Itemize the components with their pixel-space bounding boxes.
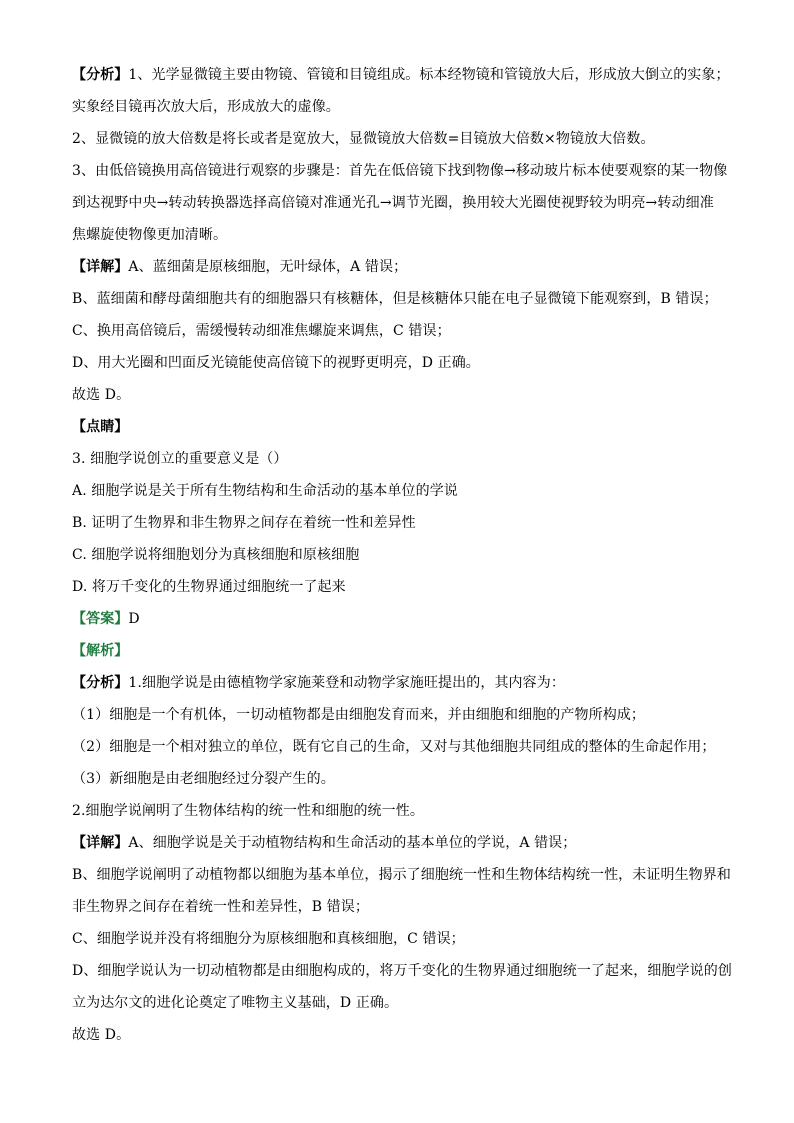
analysis-line-6: 焦螺旋使物像更加清晰。 — [72, 227, 228, 243]
choose-line: 故选 D。 — [72, 387, 131, 403]
option-a: A. 细胞学说是关于所有生物结构和生命活动的基本单位的学说 — [72, 483, 458, 499]
analysis-line-4: 3、由低倍镜换用高倍镜进行观察的步骤是：首先在低倍镜下找到物像→移动玻片标本使要观察的某一物像 — [72, 163, 728, 179]
detail2-line-d2: 立为达尔文的进化论奠定了唯物主义基础，D 正确。 — [72, 995, 399, 1011]
detail-line-b: B、蓝细菌和酵母菌细胞共有的细胞器只有核糖体，但是核糖体只能在电子显微镜下能观察到，B 错误； — [72, 291, 718, 307]
option-d: D. 将万千变化的生物界通过细胞统一了起来 — [72, 579, 346, 595]
analysis2-text: 1.细胞学说是由德植物学家施莱登和动物学家施旺提出的，其内容为： — [128, 675, 565, 691]
detail2-line-b2: 非生物界之间存在着统一性和差异性，B 错误； — [72, 899, 369, 915]
answer-line — [72, 610, 732, 628]
detail-line-d: D、用大光圈和凹面反光镜能使高倍镜下的视野更明亮，D 正确。 — [72, 355, 480, 371]
option-b: B. 证明了生物界和非生物界之间存在着统一性和差异性 — [72, 515, 416, 531]
detail2-line-d1: D、细胞学说认为一切动植物都是由细胞构成的，将万千变化的生物界通过细胞统一了起来，细胞学说的创 — [72, 963, 732, 979]
detail2-line-c: C、细胞学说并没有将细胞分为原核细胞和真核细胞，C 错误； — [72, 931, 465, 947]
theory-item-1: （1）细胞是一个有机体，一切动植物都是由细胞发育而来，并由细胞和细胞的产物所构成； — [72, 707, 646, 723]
analysis-text: 1、光学显微镜主要由物镜、管镜和目镜组成。标本经物镜和管镜放大后，形成放大倒立的实象； — [128, 67, 730, 83]
explanation-label: 【解析】 — [72, 643, 129, 659]
detail-line-a — [72, 258, 732, 276]
detail-text-a: A、蓝细菌是原核细胞，无叶绿体，A 错误； — [128, 259, 408, 275]
choose2-line: 故选 D。 — [72, 1027, 131, 1043]
theory-item-3: （3）新细胞是由老细胞经过分裂产生的。 — [72, 771, 335, 787]
answer-value: D — [128, 611, 140, 627]
point-label: 【点睛】 — [72, 419, 129, 435]
detail2-line-a — [72, 834, 732, 852]
analysis-line-1 — [72, 66, 732, 84]
analysis2-line-1 — [72, 674, 732, 692]
detail2-line-b1: B、细胞学说阐明了动植物都以细胞为基本单位，揭示了细胞统一性和生物体结构统一性，未证明生物界和 — [72, 867, 731, 883]
detail2-text-a: A、细胞学说是关于动植物结构和生命活动的基本单位的学说，A 错误； — [128, 835, 577, 851]
detail2-label: 【详解】 — [72, 835, 129, 851]
detail-label: 【详解】 — [72, 259, 129, 275]
analysis2-line-2: 2.细胞学说阐明了生物体结构的统一性和细胞的统一性。 — [72, 803, 424, 819]
answer-label: 【答案】 — [72, 611, 129, 627]
analysis-line-3: 2、显微镜的放大倍数是将长或者是宽放大，显微镜放大倍数=目镜放大倍数×物镜放大倍数。 — [72, 131, 655, 147]
theory-item-2: （2）细胞是一个相对独立的单位，既有它自己的生命，又对与其他细胞共同组成的整体的生命起作用； — [72, 739, 716, 755]
question-stem: 3. 细胞学说创立的重要意义是（） — [72, 451, 288, 467]
detail-line-c: C、换用高倍镜后，需缓慢转动细准焦螺旋来调焦，C 错误； — [72, 323, 451, 339]
analysis-line-2: 实象经目镜再次放大后，形成放大的虚像。 — [72, 99, 340, 115]
option-c: C. 细胞学说将细胞划分为真核细胞和原核细胞 — [72, 547, 360, 563]
analysis2-label: 【分析】 — [72, 675, 129, 691]
analysis-label: 【分析】 — [72, 67, 129, 83]
analysis-line-5: 到达视野中央→转动转换器选择高倍镜对准通光孔→调节光圈，换用较大光圈使视野较为明亮→转动细准 — [72, 195, 714, 211]
